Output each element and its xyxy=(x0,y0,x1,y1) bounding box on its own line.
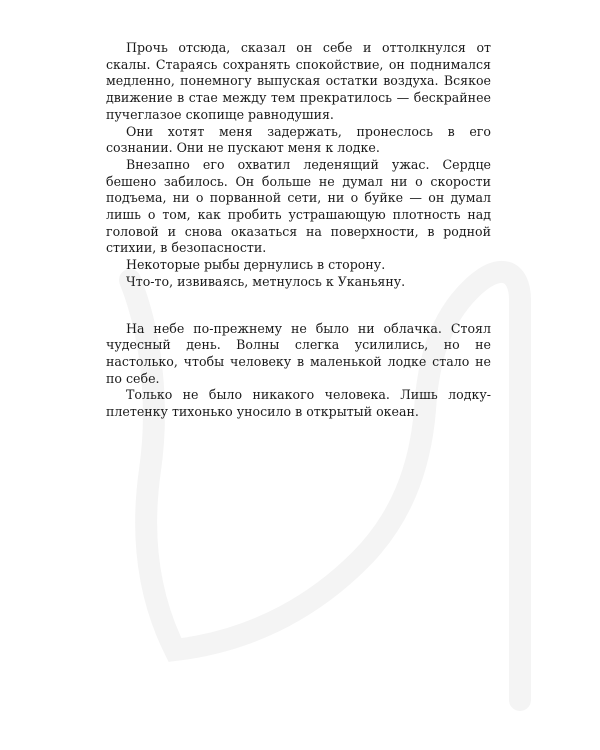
paragraph: Некоторые рыбы дернулись в сторону. xyxy=(126,257,386,273)
paragraph: Они хотят меня задержать, пронеслось в его сознании. Они не пускают меня к лодке. xyxy=(106,123,491,156)
paragraph: Внезапно его охватил леденящий ужас. Сердце бешено забилось. Он больше не думал ни о скорости подъема, ни о порванной сети, ни о буйке — он думал лишь о том, как пробить устрашающую плотность над головой и снова оказаться на поверхности, в родной стихии, в безопасности. xyxy=(106,156,491,256)
section-break xyxy=(106,291,491,321)
paragraph: Прочь отсюда, сказал он себе и оттолкнулся от скалы. Стараясь сохранять спокойствие, он поднимался медленно, понемногу выпуская остатки воздуха. Всякое движение в стае между тем прекратилось — бескрайнее пучеглазое скопище равнодушия. xyxy=(106,40,491,122)
body-text xyxy=(106,40,491,421)
paragraph: Что-то, извиваясь, метнулось к Уканьяну. xyxy=(126,273,406,289)
paragraph: Только не было никакого человека. Лишь лодку-плетенку тихонько уносило в открытый океан. xyxy=(106,387,491,420)
paragraph: На небе по-прежнему не было ни облачка. Стоял чудесный день. Волны слегка усилились, но не настолько, чтобы человеку в маленькой лодке стало не по себе. xyxy=(106,320,491,386)
